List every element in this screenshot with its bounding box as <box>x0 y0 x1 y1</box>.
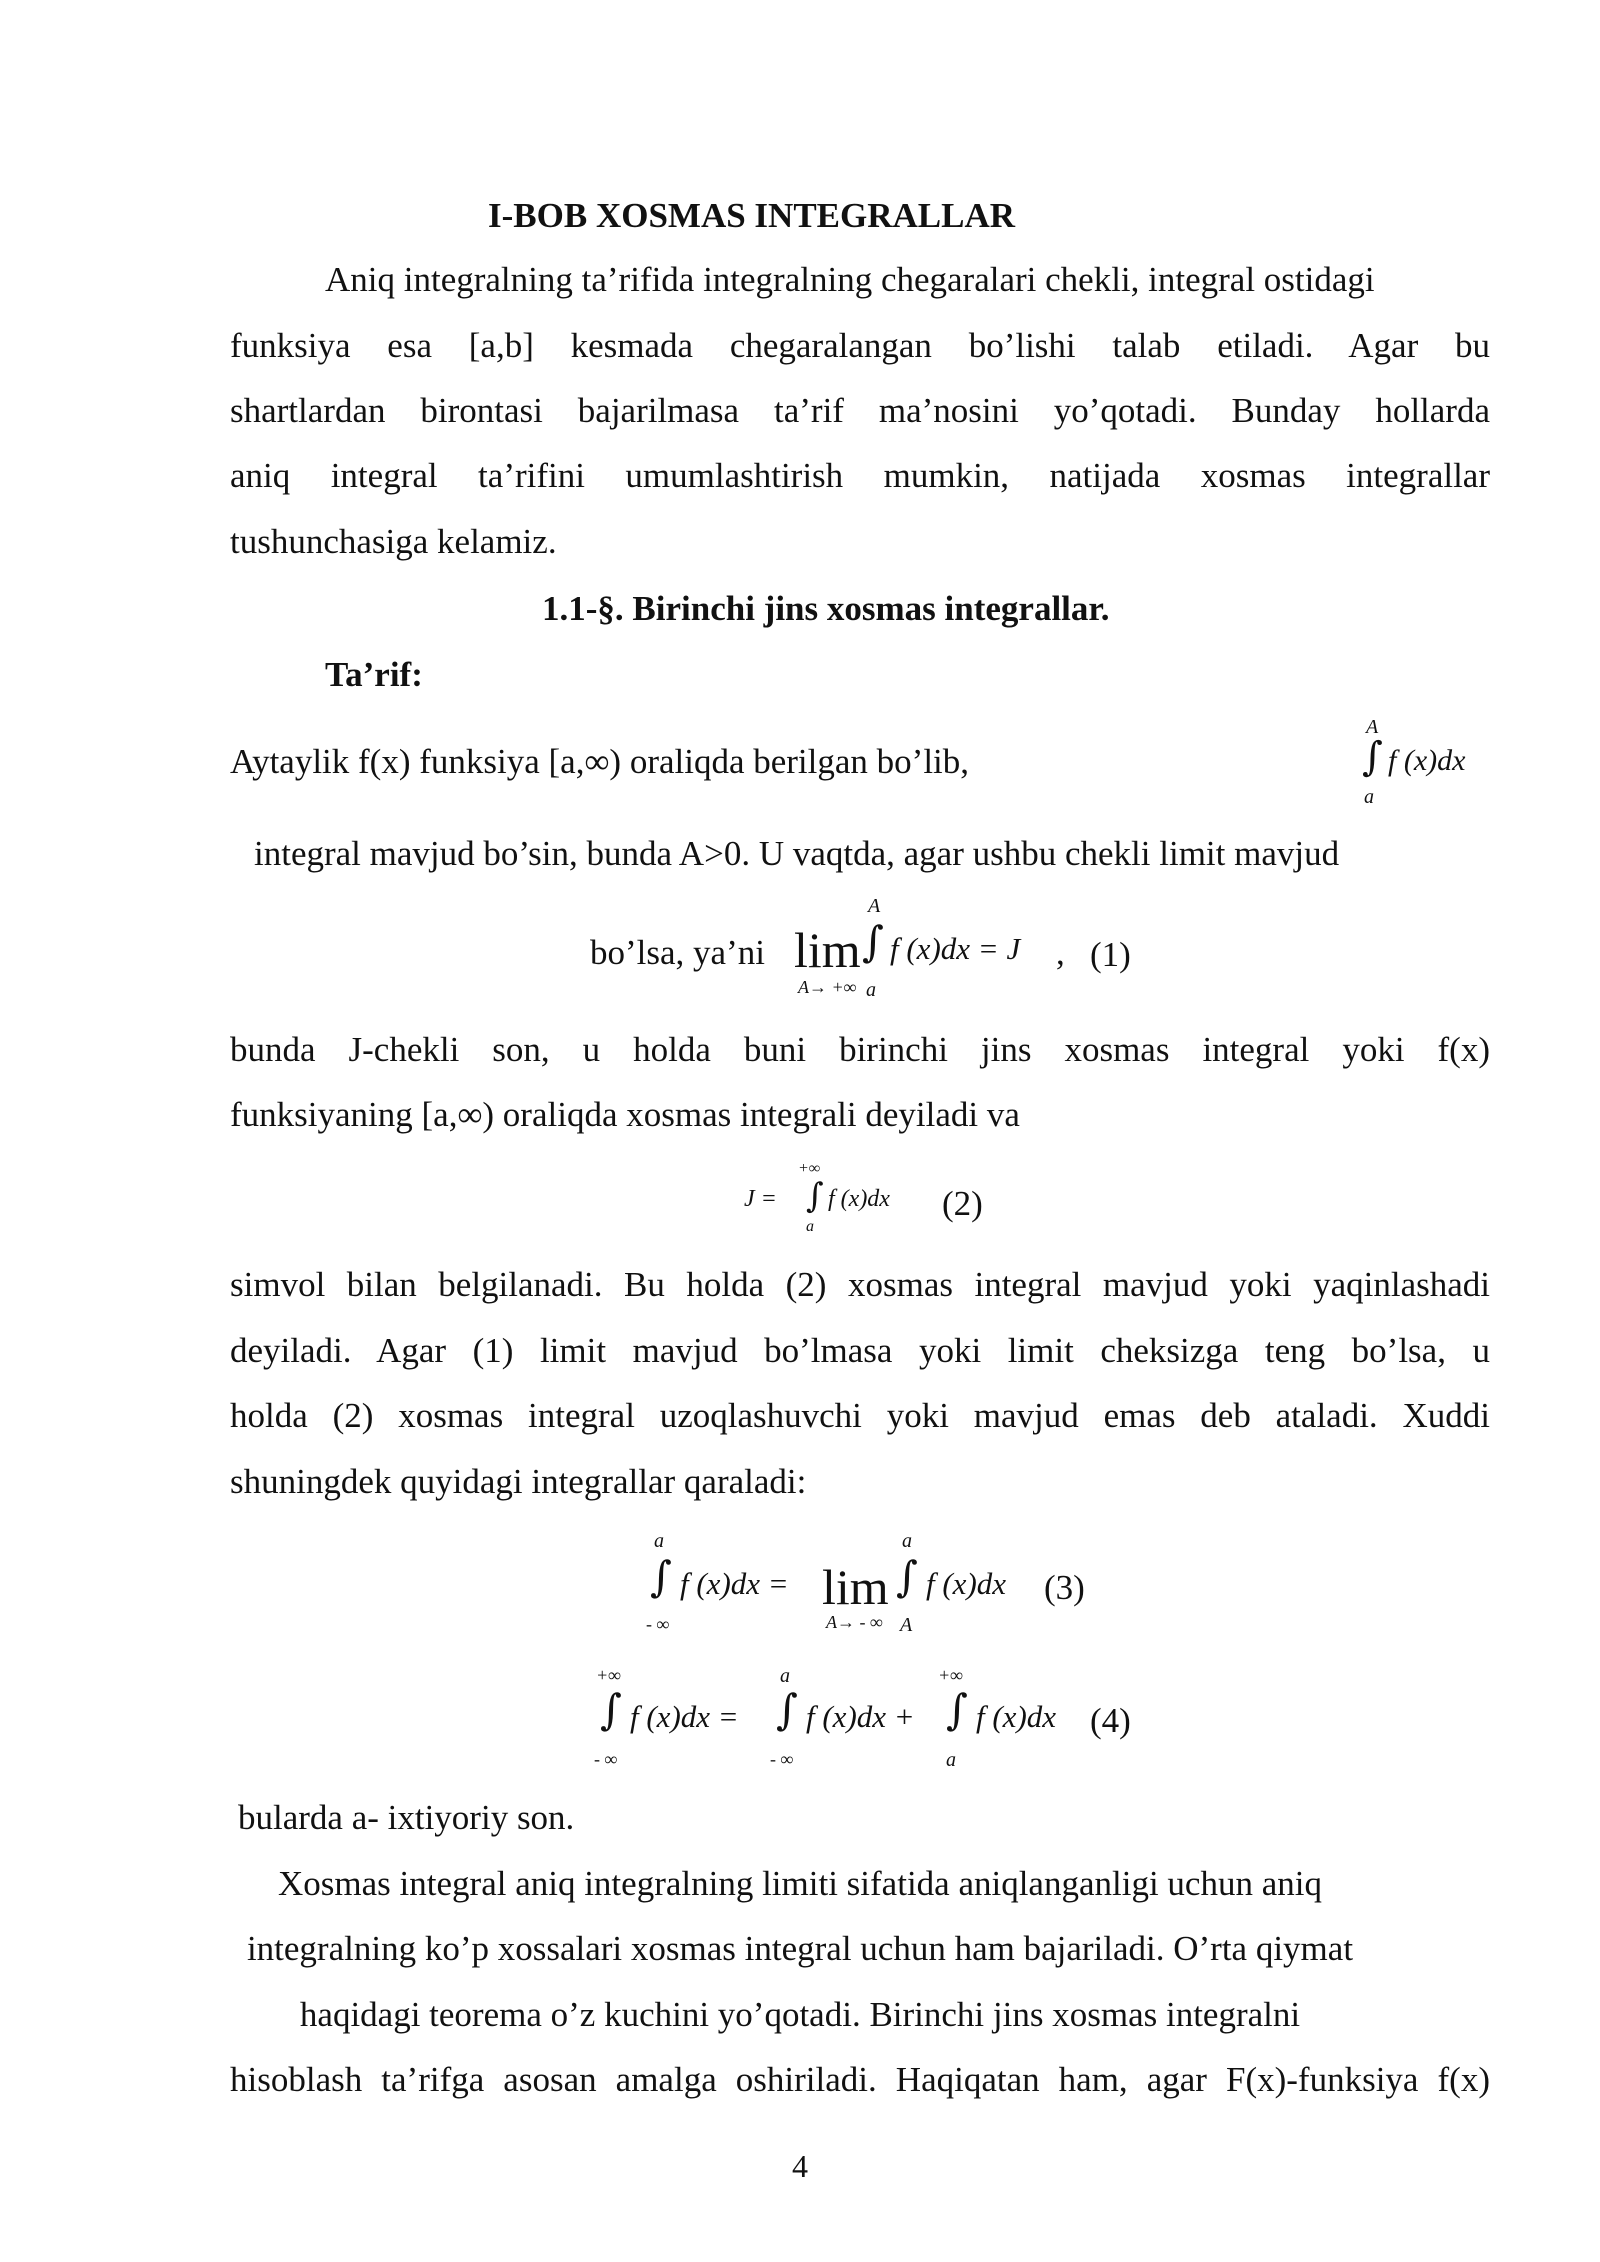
eq1-upper-limit: A <box>868 895 881 917</box>
equation-2 <box>740 1160 1000 1240</box>
para2-line-1: bunda J-chekli son, u holda buni birinchi jins xosmas integral yoki f(x) <box>230 1030 1490 1069</box>
eq1-body: f (x)dx = J <box>890 931 1021 966</box>
final-line-1: Xosmas integral aniq integralning limiti sifatida aniqlanganligi uchun aniq <box>278 1864 1322 1903</box>
eq4-lower-limit-1: - ∞ <box>594 1749 618 1769</box>
eq4-integral-sign-2: ∫ <box>776 1685 798 1734</box>
eq3-body-2: f (x)dx <box>926 1566 1007 1601</box>
para3-line-3: holda (2) xosmas integral uzoqlashuvchi yoki mavjud emas deb ataladi. Xuddi <box>230 1396 1490 1435</box>
para3-line-2: deyiladi. Agar (1) limit mavjud bo’lmasa yoki limit cheksizga teng bo’lsa, u <box>230 1331 1490 1370</box>
eq1-number: (1) <box>1090 935 1131 974</box>
eq1-integral-sign: ∫ <box>862 917 884 966</box>
eq4-number: (4) <box>1090 1701 1131 1740</box>
equation-4 <box>590 1665 1150 1775</box>
para3-line-1: simvol bilan belgilanadi. Bu holda (2) xosmas integral mavjud yoki yaqinlashadi <box>230 1265 1490 1304</box>
eq3-body-1: f (x)dx = <box>680 1566 789 1601</box>
eq4-upper-limit-3: +∞ <box>938 1665 963 1685</box>
eq1-lower-limit: a <box>866 979 876 1001</box>
intro-line-3: shartlardan birontasi bajarilmasa ta’rif ma’nosini yo’qotadi. Bunday hollarda <box>230 391 1490 430</box>
section-title: 1.1-§. Birinchi jins xosmas integrallar. <box>542 589 1110 628</box>
eq1-comma: , <box>1056 933 1065 972</box>
eq4-body-2: f (x)dx + <box>806 1699 915 1734</box>
definition-line-1: Aytaylik f(x) funksiya [a,∞) oraliqda berilgan bo’lib, <box>230 742 970 781</box>
final-line-4: hisoblash ta’rifga asosan amalga oshiriladi. Haqiqatan ham, agar F(x)-funksiya f(x) <box>230 2060 1490 2099</box>
eq3-lim: lim <box>822 1559 889 1615</box>
eq1-lim: lim <box>794 922 861 978</box>
eq1-prefix: bo’lsa, ya’ni <box>590 933 765 972</box>
integral-upper-limit: A <box>1366 716 1379 738</box>
eq3-lower-limit-2: A <box>900 1614 913 1636</box>
final-line-2: integralning ko’p xossalari xosmas integral uchun ham bajariladi. O’rta qiymat <box>246 1929 1354 1968</box>
intro-line-2: funksiya esa [a,b] kesmada chegaralangan bo’lishi talab etiladi. Agar bu <box>230 326 1490 365</box>
equation-1 <box>590 895 1150 1005</box>
eq4-upper-limit-2: a <box>780 1665 790 1687</box>
eq4-lower-limit-3: a <box>946 1749 956 1771</box>
eq3-upper-limit-1: a <box>654 1530 664 1552</box>
intro-line-4: aniq integral ta’rifini umumlashtirish mumkin, natijada xosmas integrallar <box>230 456 1490 495</box>
integral-sign: ∫ <box>1362 734 1383 780</box>
integrand: f (x)dx <box>1388 744 1466 777</box>
chapter-title: I-BOB XOSMAS INTEGRALLAR <box>488 196 1016 235</box>
para2-line-2: funksiyaning [a,∞) oraliqda xosmas integrali deyiladi va <box>230 1095 1020 1134</box>
eq4-lower-limit-2: - ∞ <box>770 1749 794 1769</box>
final-line-3: haqidagi teorema o’z kuchini yo’qotadi. Birinchi jins xosmas integralni <box>299 1995 1301 2034</box>
eq2-integral-sign: ∫ <box>806 1176 824 1216</box>
eq4-integral-sign-3: ∫ <box>946 1685 968 1734</box>
intro-line-1: Aniq integralning ta’rifida integralning chegaralari chekli, integral ostidagi <box>325 260 1375 299</box>
para3-line-4: shuningdek quyidagi integrallar qaraladi: <box>230 1462 807 1501</box>
intro-line-5: tushunchasiga kelamiz. <box>230 522 557 561</box>
eq4-body-1: f (x)dx = <box>630 1699 739 1734</box>
eq2-lhs: J = <box>744 1186 777 1212</box>
eq3-integral-sign-2: ∫ <box>896 1552 918 1601</box>
eq4-upper-limit-1: +∞ <box>596 1665 621 1685</box>
eq3-integral-sign-1: ∫ <box>650 1552 672 1601</box>
eq2-upper-limit: +∞ <box>798 1160 821 1177</box>
eq3-number: (3) <box>1044 1568 1085 1607</box>
eq4-body-3: f (x)dx <box>976 1699 1057 1734</box>
definition-label: Ta’rif: <box>325 655 423 694</box>
integral-lower-limit: a <box>1364 786 1374 808</box>
eq1-lim-subscript: A→ +∞ <box>798 977 857 997</box>
equation-3 <box>640 1530 1100 1640</box>
definition-line-2: integral mavjud bo’sin, bunda A>0. U vaqtda, agar ushbu chekli limit mavjud <box>254 834 1340 873</box>
eq3-lower-limit-1: - ∞ <box>646 1614 670 1634</box>
note-line: bularda a- ixtiyoriy son. <box>238 1798 575 1837</box>
eq2-body: f (x)dx <box>828 1186 890 1212</box>
eq4-integral-sign-1: ∫ <box>600 1685 622 1734</box>
eq3-upper-limit-2: a <box>902 1530 912 1552</box>
page-number: 4 <box>792 2148 808 2184</box>
eq2-lower-limit: a <box>806 1218 814 1235</box>
eq2-number: (2) <box>942 1184 983 1223</box>
eq3-lim-subscript: A→ - ∞ <box>826 1612 883 1632</box>
